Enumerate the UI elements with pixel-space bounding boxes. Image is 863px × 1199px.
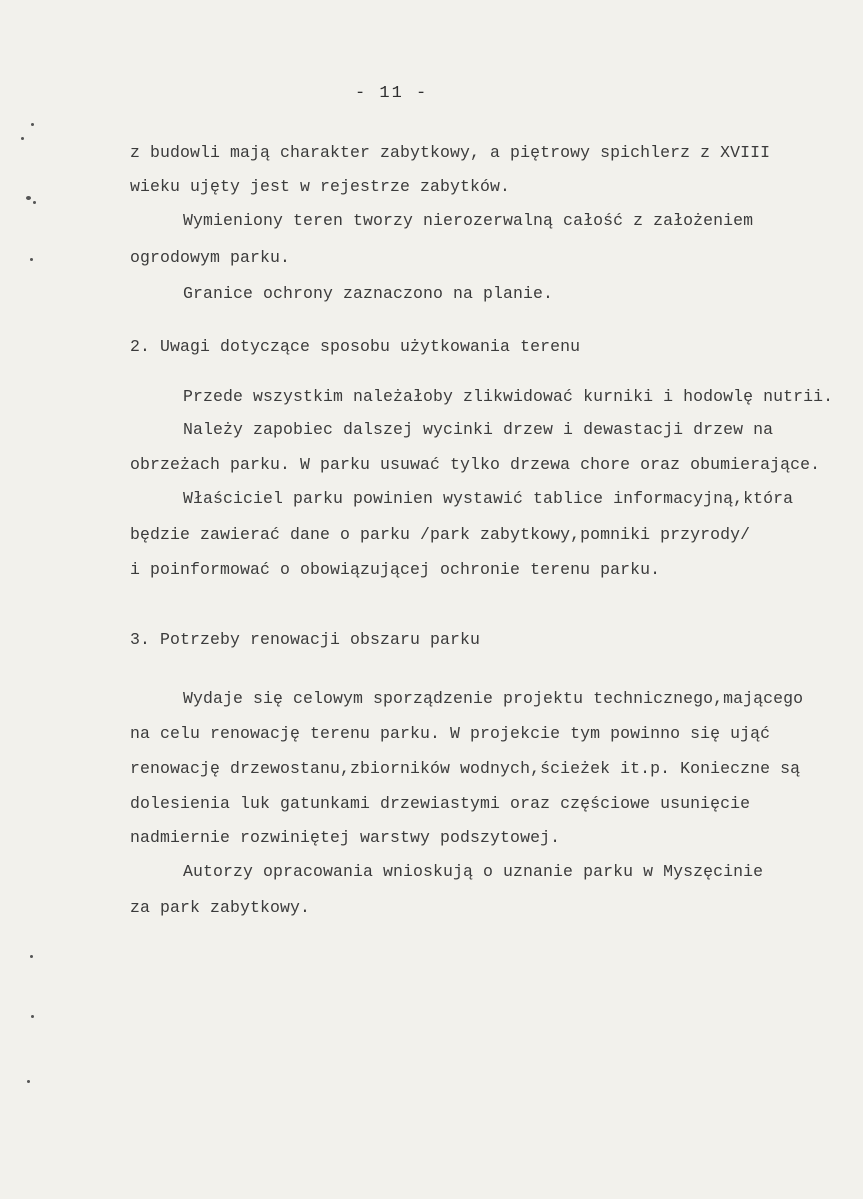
section-heading-2: 2. Uwagi dotyczące sposobu użytkowania terenu (130, 337, 581, 356)
text-line-19: Autorzy opracowania wnioskują o uznanie parku w Myszęcinie (183, 862, 764, 881)
text-line-11: będzie zawierać dane o parku /park zabytkowy,pomniki przyrody/ (130, 525, 751, 544)
text-line-10: Właściciel parku powinien wystawić tablice informacyjną,która (183, 489, 794, 508)
text-line-12: i poinformować o obowiązującej ochronie terenu parku. (130, 560, 661, 579)
text-line-14: Wydaje się celowym sporządzenie projektu technicznego,mającego (183, 689, 804, 708)
text-line-9: obrzeżach parku. W parku usuwać tylko drzewa chore oraz obumierające. (130, 455, 821, 474)
text-line-20: za park zabytkowy. (130, 898, 311, 917)
text-line-3: Wymieniony teren tworzy nierozerwalną całość z założeniem (183, 211, 754, 230)
text-line-2: wieku ujęty jest w rejestrze zabytków. (130, 177, 511, 196)
scan-mark (30, 258, 33, 261)
text-line-18: nadmiernie rozwiniętej warstwy podszytowej. (130, 828, 561, 847)
section-heading-3: 3. Potrzeby renowacji obszaru parku (130, 630, 481, 649)
scan-mark (31, 123, 34, 126)
text-line-15: na celu renowację terenu parku. W projekcie tym powinno się ująć (130, 724, 771, 743)
scan-mark (26, 196, 31, 200)
text-line-7: Przede wszystkim należałoby zlikwidować kurniki i hodowlę nutrii. (183, 387, 834, 406)
text-line-1: z budowli mają charakter zabytkowy, a piętrowy spichlerz z XVIII (130, 143, 771, 162)
scan-mark (33, 201, 36, 204)
text-line-8: Należy zapobiec dalszej wycinki drzew i dewastacji drzew na (183, 420, 774, 439)
text-line-5: Granice ochrony zaznaczono na planie. (183, 284, 554, 303)
page-number: - 11 - (355, 84, 429, 103)
text-line-17: dolesienia luk gatunkami drzewiastymi oraz częściowe usunięcie (130, 794, 751, 813)
scan-mark (31, 1015, 34, 1018)
scan-mark (30, 955, 33, 958)
scan-mark (21, 137, 24, 140)
scan-mark (27, 1080, 30, 1083)
text-line-16: renowację drzewostanu,zbiorników wodnych,ścieżek it.p. Konieczne są (130, 759, 801, 778)
text-line-4: ogrodowym parku. (130, 248, 291, 267)
